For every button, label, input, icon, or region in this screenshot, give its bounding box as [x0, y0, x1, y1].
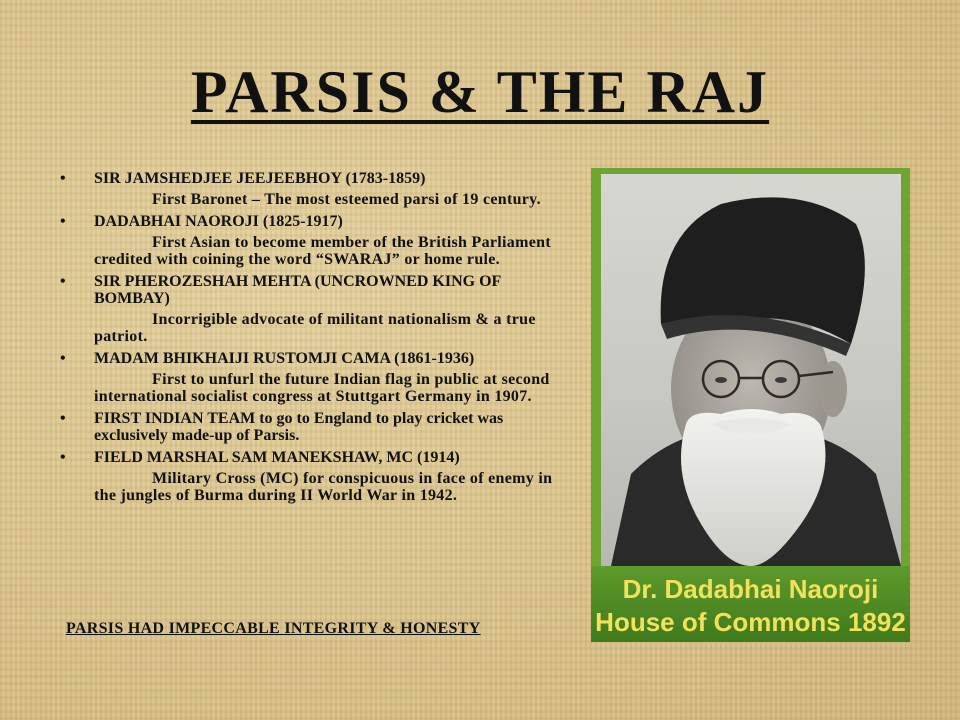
list-item [60, 410, 570, 444]
footer-statement: PARSIS HAD IMPECCABLE INTEGRITY & HONESTY [66, 620, 481, 637]
bullet-icon: • [60, 410, 66, 427]
list-item [60, 170, 570, 208]
item-heading: DADABHAI NAOROJI (1825-1917) [94, 213, 343, 230]
bullet-icon: • [60, 213, 66, 230]
bullet-icon: • [60, 170, 66, 187]
item-heading: SIR PHEROZESHAH MEHTA (UNCROWNED KING OF BOMBAY) [94, 273, 501, 307]
item-heading: FIRST INDIAN TEAM to go to England to play cricket was exclusively made-up of Parsis. [94, 410, 504, 444]
item-heading: MADAM BHIKHAIJI RUSTOMJI CAMA (1861-1936) [94, 350, 475, 367]
caption-subtitle: House of Commons 1892 [595, 607, 906, 637]
item-heading: SIR JAMSHEDJEE JEEJEEBHOY (1783-1859) [94, 170, 426, 187]
item-description: First Baronet – The most esteemed parsi of 19 century. [152, 191, 541, 208]
list-item [60, 273, 570, 345]
item-heading: FIELD MARSHAL SAM MANEKSHAW, MC (1914) [94, 449, 460, 466]
slide-title: PARSIS & THE RAJ [190, 59, 770, 125]
list-item [60, 449, 570, 504]
item-description: First Asian to become member of the British Parliament credited with coining the word “SWARAJ” or home rule. [94, 234, 551, 268]
portrait-caption [591, 566, 910, 642]
item-description: First to unfurl the future Indian flag in public at second international socialist congress at Stuttgart Germany in 1907. [94, 371, 550, 405]
bullet-icon: • [60, 350, 66, 367]
item-description: Incorrigible advocate of militant nationalism & a true patriot. [94, 311, 536, 345]
list-item [60, 350, 570, 405]
bullet-icon: • [60, 273, 66, 290]
caption-name: Dr. Dadabhai Naoroji [622, 574, 879, 604]
item-description: Military Cross (MC) for conspicuous in face of enemy in the jungles of Burma during II World War in 1942. [94, 470, 553, 504]
list-item [60, 213, 570, 268]
portrait-card [591, 168, 910, 642]
portrait-illustration [601, 174, 901, 566]
bullet-list [60, 170, 570, 509]
bullet-icon: • [60, 449, 66, 466]
